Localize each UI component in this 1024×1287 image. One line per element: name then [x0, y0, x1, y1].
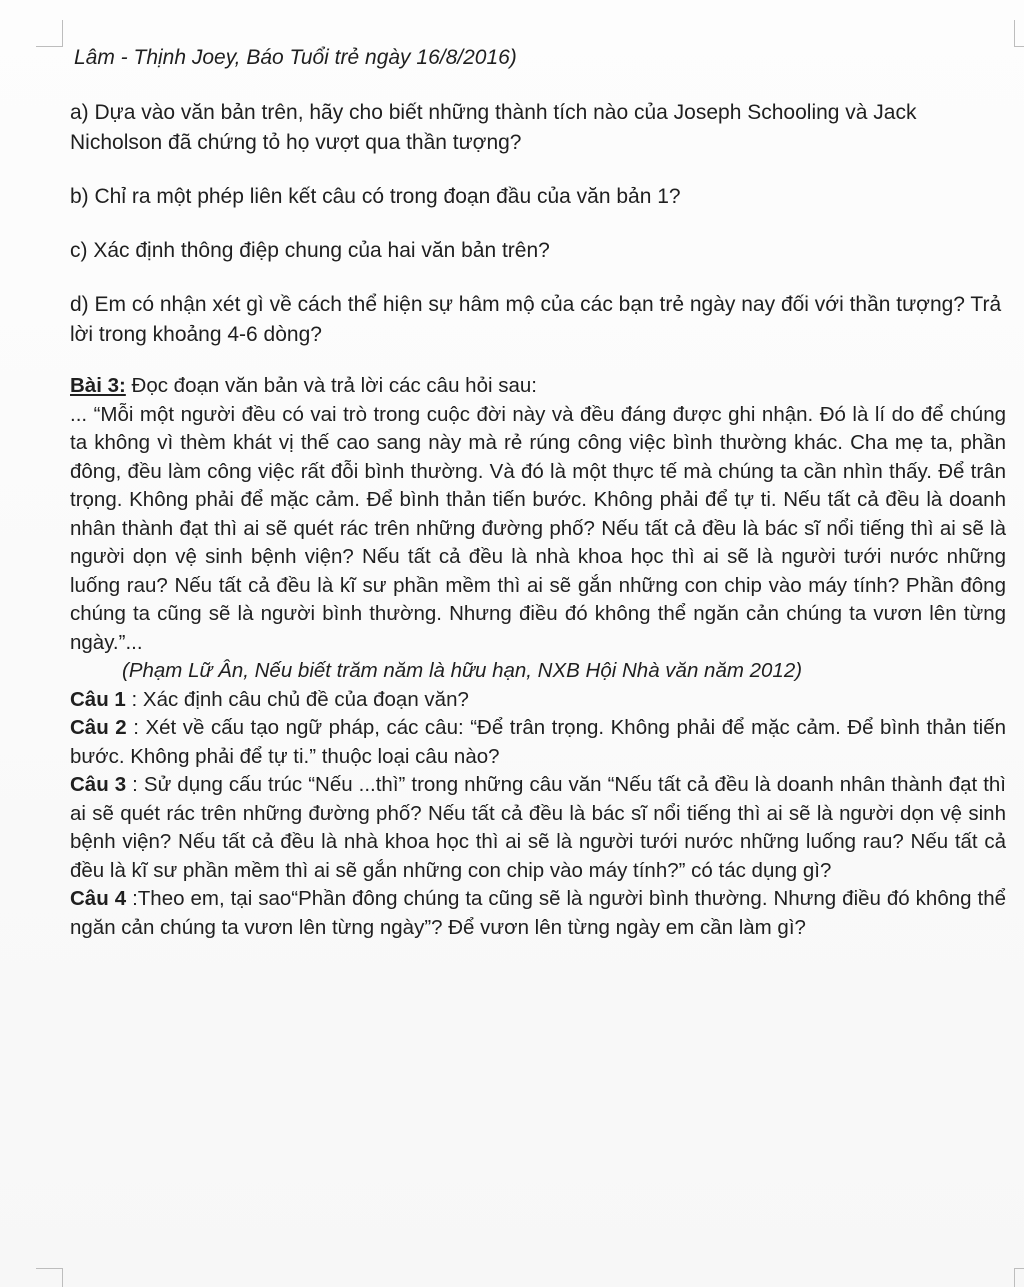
cau-3	[70, 771, 1006, 885]
question-c: c) Xác định thông điệp chung của hai văn bản trên?	[70, 239, 550, 262]
source-citation-line: Lâm - Thịnh Joey, Báo Tuổi trẻ ngày 16/8/2016)	[74, 46, 517, 69]
page-corner-mark-top-left	[36, 20, 63, 47]
cau-1-text: : Xác định câu chủ đề của đoạn văn?	[125, 687, 469, 711]
page-corner-mark-top-right	[1014, 20, 1024, 47]
cau-1-label: Câu 1	[70, 687, 126, 711]
exercise-3-instruction: Đọc đoạn văn bản và trả lời các câu hỏi sau:	[125, 374, 537, 397]
page-corner-mark-bottom-left	[36, 1268, 63, 1287]
reading-passage: ... “Mỗi một người đều có vai trò trong cuộc đời này và đều đáng được ghi nhận. Đó là lí do để chúng ta không vì thèm khát vị thế cao sang này mà rẻ rúng công việc bình thường khác. Cha mẹ ta, phần đông, đều làm công việc rất đỗi bình thường. Và đó là một thực tế mà chúng ta cần nhìn thấy. Để trân trọng. Không phải để mặc cảm. Để bình thản tiến bước. Không phải để tự ti. Nếu tất cả đều là doanh nhân thành đạt thì ai sẽ quét rác trên những đường phố? Nếu tất cả đều là bác sĩ nổi tiếng thì ai sẽ là người dọn vệ sinh bệnh viện? Nếu tất cả đều là nhà khoa học thì ai sẽ là người tưới nước những luống rau? Nếu tất cả đều là kĩ sư phần mềm thì ai sẽ gắn những con chip vào máy tính? Phần đông chúng ta cũng sẽ là người bình thường. Nhưng điều đó không thể ngăn cản chúng ta vươn lên từng ngày.”...	[70, 402, 1006, 654]
cau-3-text: : Sử dụng cấu trúc “Nếu ...thì” trong những câu văn “Nếu tất cả đều là doanh nhân thành đạt thì ai sẽ quét rác trên những đường phố? Nếu tất cả đều là bác sĩ nổi tiếng thì ai sẽ là người dọn vệ sinh bệnh viện? Nếu tất cả đều là nhà khoa học thì ai sẽ là người tưới nước những luống rau? Nếu tất cả đều là kĩ sư phần mềm thì ai sẽ gắn những con chip vào máy tính?” có tác dụng gì?	[70, 773, 1007, 882]
cau-4-label: Câu 4	[70, 887, 127, 910]
cau-2-label: Câu 2	[70, 716, 127, 739]
cau-2	[70, 714, 1006, 771]
question-b: b) Chỉ ra một phép liên kết câu có trong đoạn đầu của văn bản 1?	[70, 185, 681, 208]
question-a: a) Dựa vào văn bản trên, hãy cho biết những thành tích nào của Joseph Schooling và Jack Nicholson đã chứng tỏ họ vượt qua thần tượng?	[70, 101, 917, 154]
cau-1	[70, 686, 1006, 715]
page-corner-mark-bottom-right	[1014, 1268, 1024, 1287]
question-d: d) Em có nhận xét gì về cách thể hiện sự hâm mộ của các bạn trẻ ngày nay đối với thần tượng? Trả lời trong khoảng 4-6 dòng?	[70, 293, 1002, 346]
cau-3-label: Câu 3	[70, 773, 127, 796]
cau-2-text: : Xét về cấu tạo ngữ pháp, các câu: “Để trân trọng. Không phải để mặc cảm. Để bình thản tiến bước. Không phải để tự ti.” thuộc loại câu nào?	[70, 716, 1006, 768]
document-body	[70, 44, 1006, 942]
exercise-3-heading	[70, 372, 1006, 401]
cau-4	[70, 885, 1006, 942]
exercise-3	[70, 372, 1006, 942]
exercise-3-label: Bài 3:	[70, 374, 126, 397]
cau-4-text: :Theo em, tại sao“Phần đông chúng ta cũng sẽ là người bình thường. Nhưng điều đó không thể ngăn cản chúng ta vươn lên từng ngày”? Để vươn lên từng ngày em cần làm gì?	[70, 887, 1007, 939]
passage-citation: (Phạm Lữ Ân, Nếu biết trăm năm là hữu hạn, NXB Hội Nhà văn năm 2012)	[122, 659, 803, 682]
